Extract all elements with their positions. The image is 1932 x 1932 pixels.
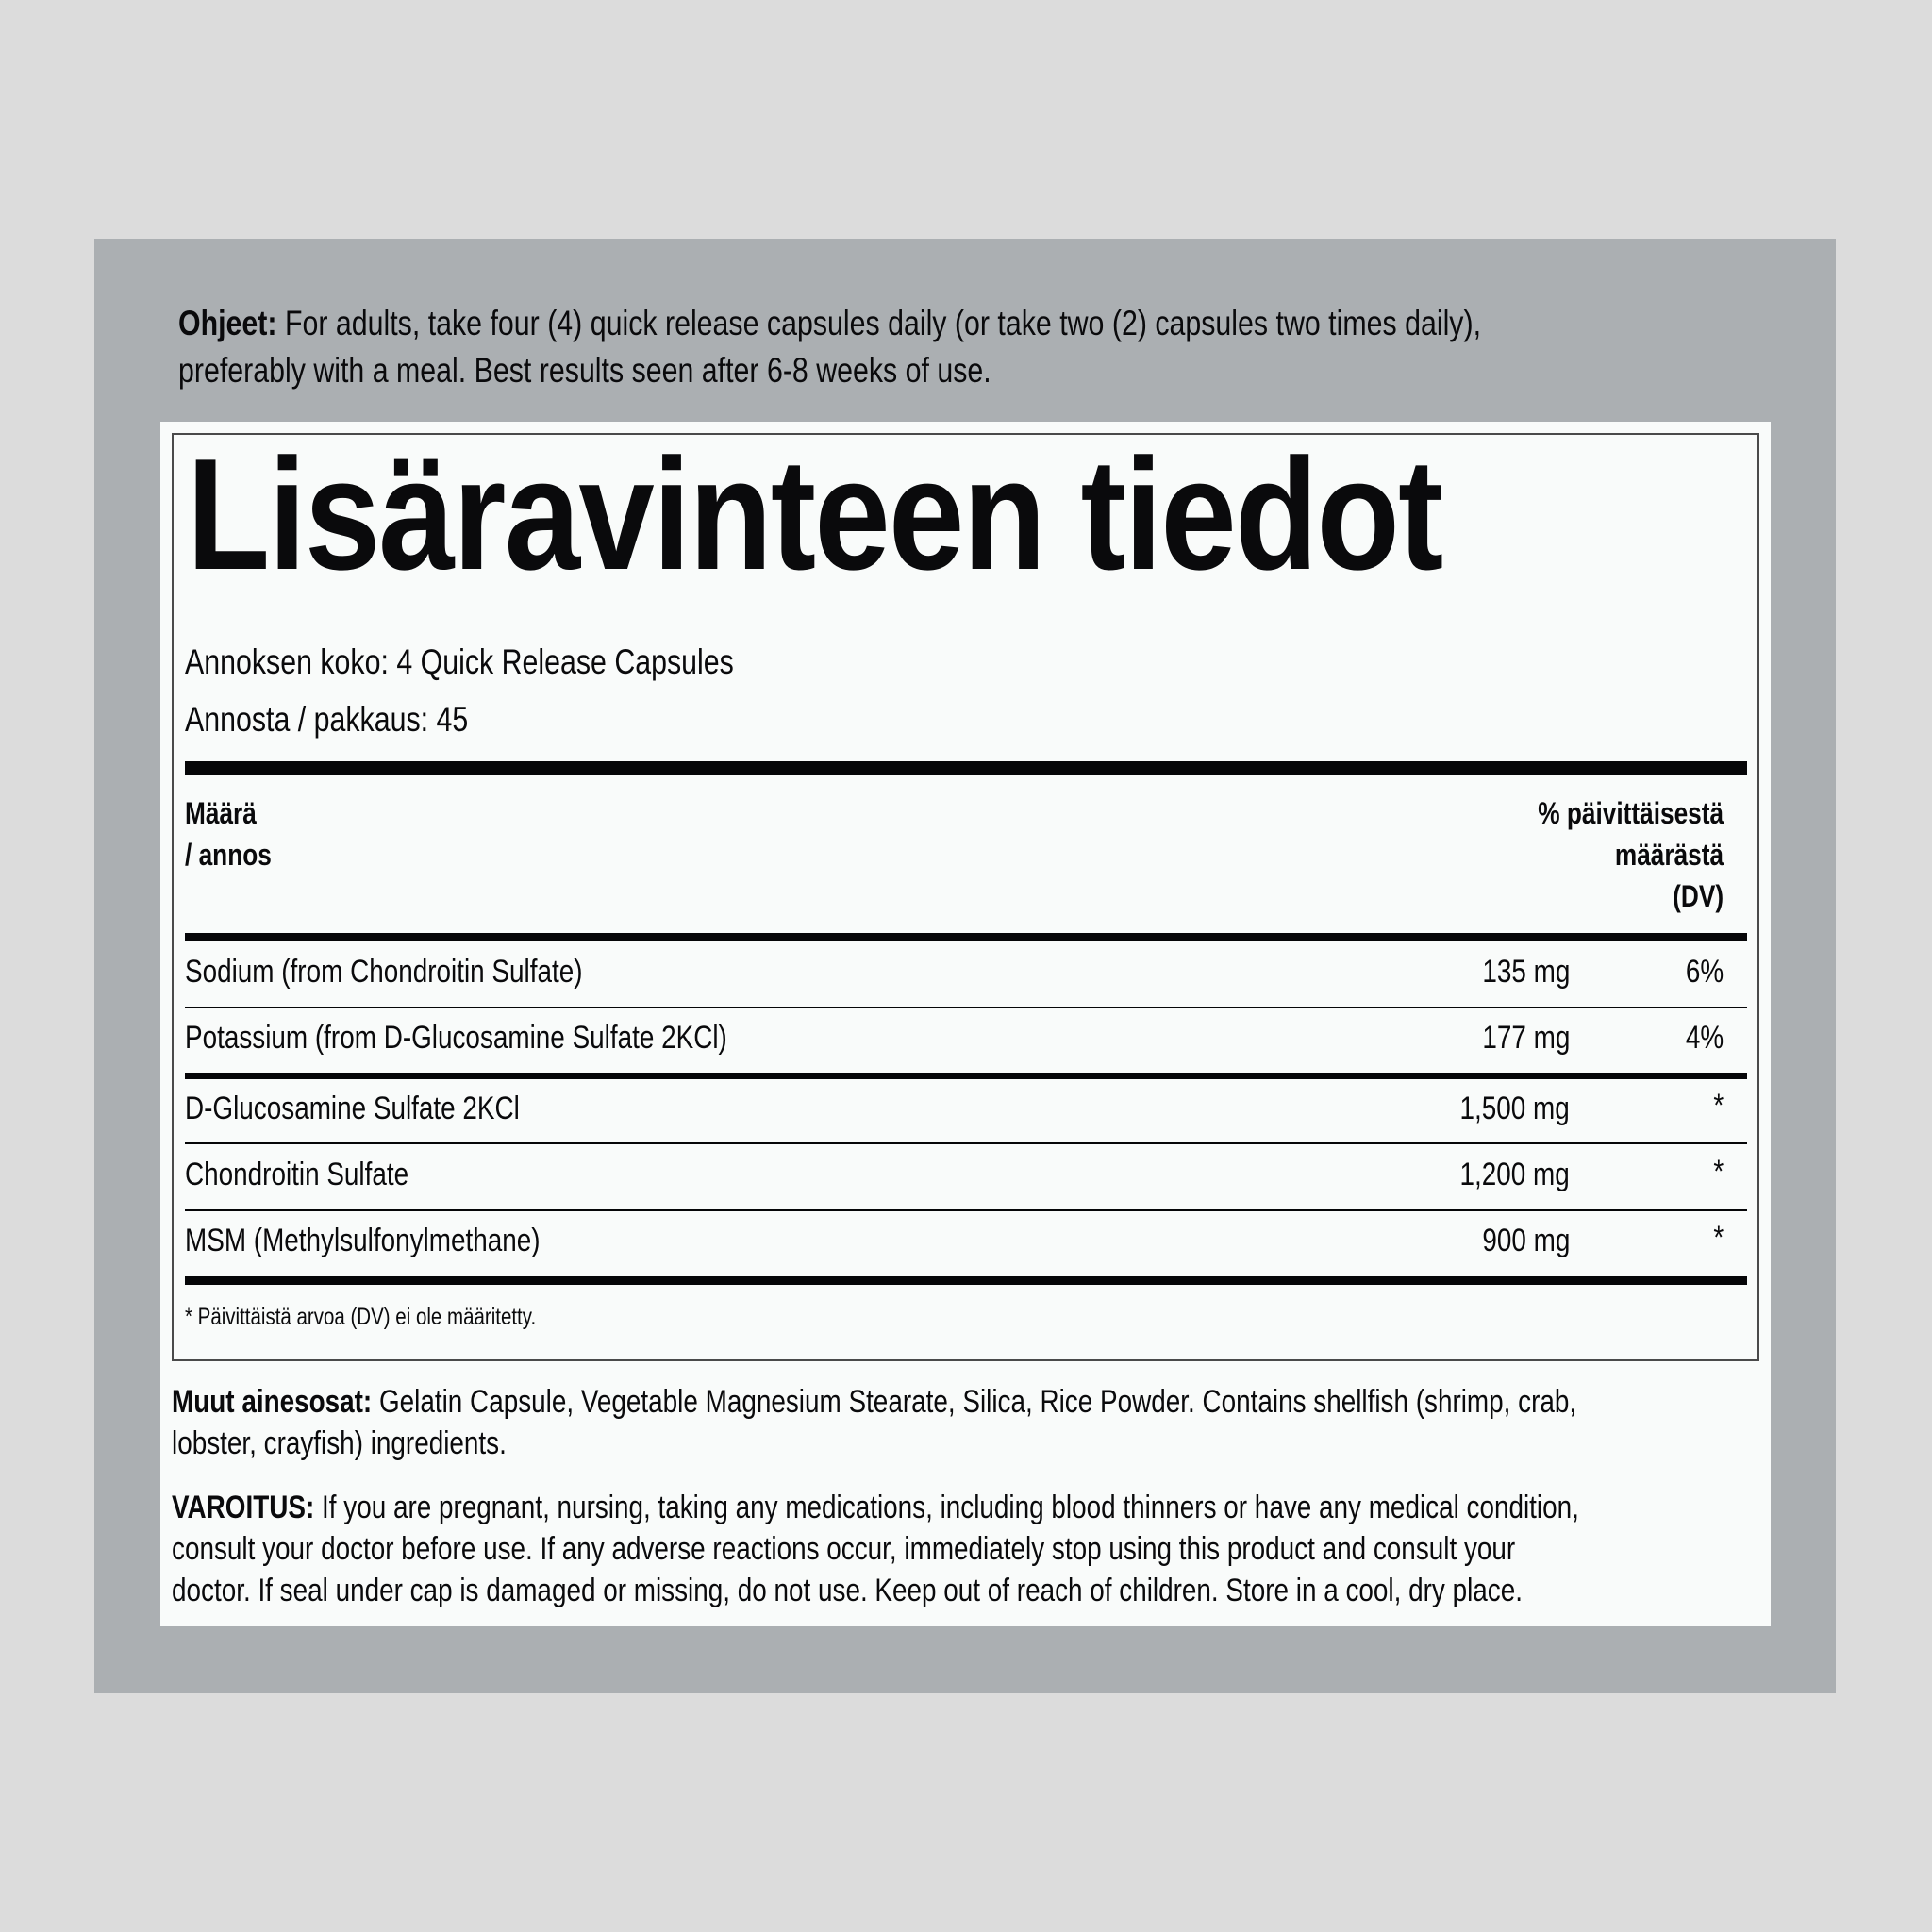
nutrient-name: Sodium (from Chondroitin Sulfate) <box>185 954 583 990</box>
nutrient-name: D-Glucosamine Sulfate 2KCl <box>185 1091 520 1126</box>
thick-rule-header <box>185 933 1747 941</box>
nutrient-dv: * <box>1713 1220 1724 1256</box>
nutrient-amount: 135 mg <box>1482 954 1570 990</box>
nutrient-dv: * <box>1713 1154 1724 1190</box>
nutrient-name: MSM (Methylsulfonylmethane) <box>185 1223 541 1258</box>
nutrient-amount: 177 mg <box>1482 1020 1570 1056</box>
servings-per-container: Annosta / pakkaus: 45 <box>185 700 469 739</box>
thick-rule-bottom <box>185 1276 1747 1285</box>
nutrient-amount: 900 mg <box>1482 1223 1570 1258</box>
directions <box>178 300 1481 394</box>
dv-footnote: * Päivittäistä arvoa (DV) ei ole määritetty. <box>185 1304 537 1330</box>
nutrient-name: Potassium (from D-Glucosamine Sulfate 2KCl) <box>185 1020 727 1056</box>
directions-line-1: Ohjeet: For adults, take four (4) quick release capsules daily (or take two (2) capsules two times daily), <box>178 304 1482 342</box>
thick-rule-middle <box>185 1073 1747 1079</box>
warning: VAROITUS: If you are pregnant, nursing, taking any medications, including blood thinners or have any medical condition, consult your doctor before use. If any adverse reactions occur, immediately stop using this product and consult your doctor. If seal under cap is damaged or missing, do not use. Keep out of reach of children. Store in a cool, dry place. <box>172 1490 1579 1608</box>
other-ingredients: Muut ainesosat: Gelatin Capsule, Vegetable Magnesium Stearate, Silica, Rice Powder. Contains shellfish (shrimp, crab, lobster, crayfish) ingredients. <box>172 1384 1577 1461</box>
thin-rule <box>185 1209 1747 1211</box>
thin-rule <box>185 1007 1747 1008</box>
thick-rule-top <box>185 761 1747 775</box>
other-ingredients-label: Muut ainesosat: <box>172 1384 373 1420</box>
daily-value-header: % päivittäisestä määrästä (DV) <box>1538 796 1724 913</box>
directions-line-2: preferably with a meal. Best results seen after 6-8 weeks of use. <box>178 351 991 390</box>
nutrient-dv: * <box>1713 1088 1724 1124</box>
serving-size: Annoksen koko: 4 Quick Release Capsules <box>185 642 734 681</box>
thin-rule <box>185 1142 1747 1144</box>
nutrient-dv: 4% <box>1685 1020 1724 1056</box>
nutrient-amount: 1,500 mg <box>1459 1091 1570 1126</box>
nutrient-name: Chondroitin Sulfate <box>185 1157 409 1192</box>
directions-label: Ohjeet: <box>178 304 277 342</box>
amount-per-serving-header: Määrä / annos <box>185 796 272 872</box>
nutrient-dv: 6% <box>1685 954 1724 990</box>
warning-label: VAROITUS: <box>172 1490 315 1525</box>
nutrient-amount: 1,200 mg <box>1459 1157 1570 1192</box>
facts-title: Lisäravinteen tiedot <box>187 425 1442 603</box>
